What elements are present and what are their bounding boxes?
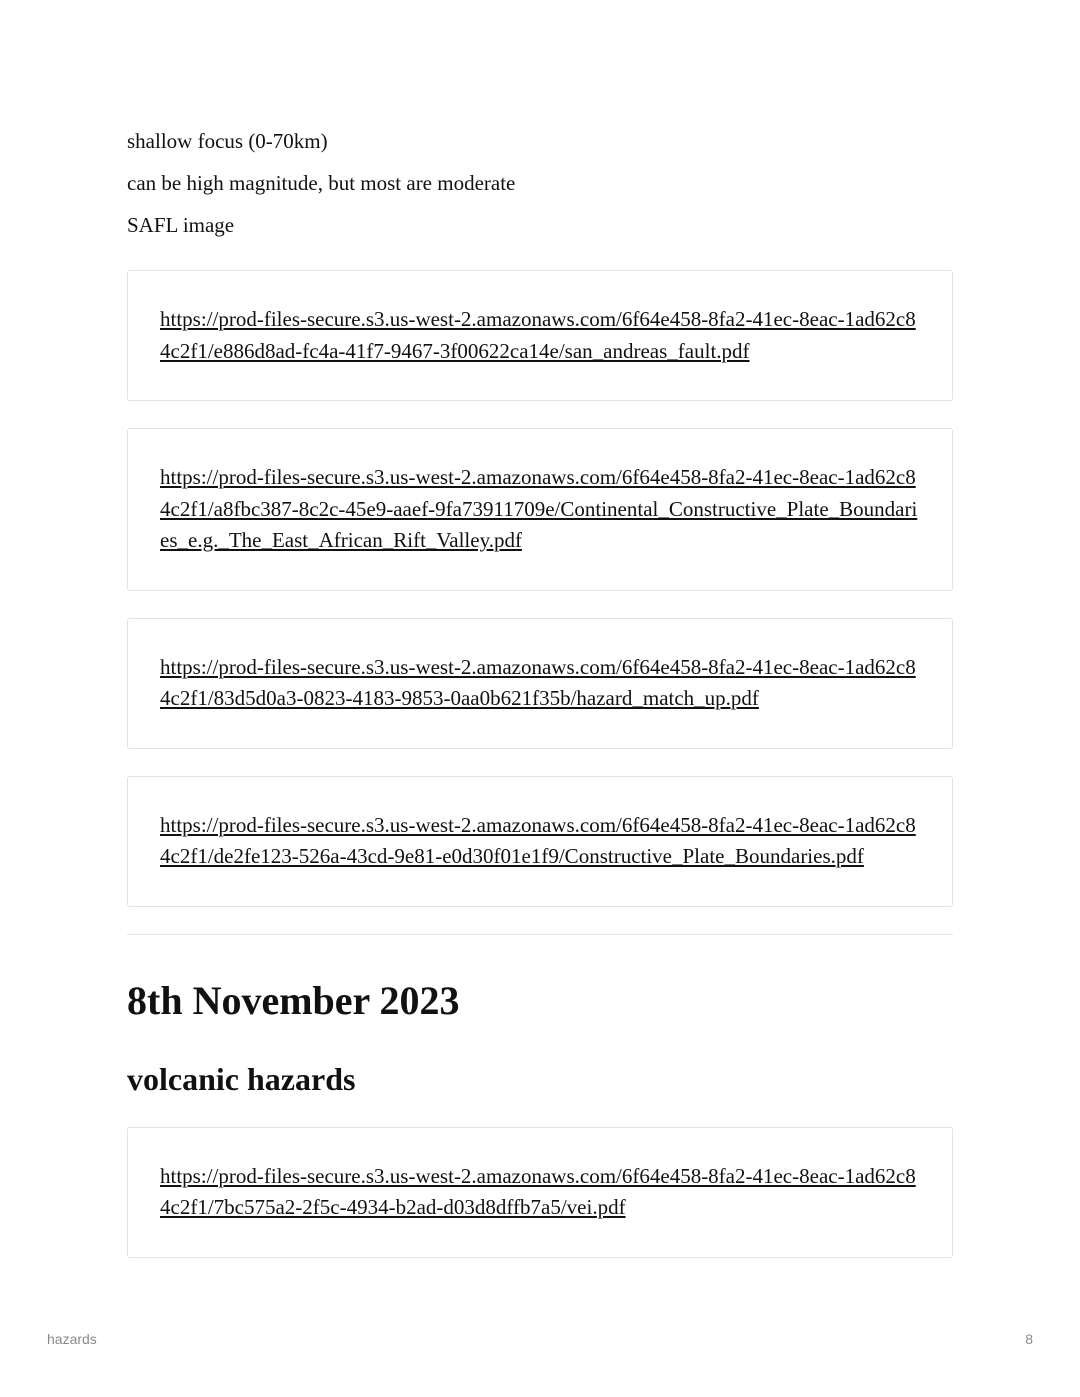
file-link-hazard-match-up[interactable]: https://prod-files-secure.s3.us-west-2.amazonaws.com/6f64e458-8fa2-41ec-8eac-1ad62c84c2f1/83d5d0a3-0823-4183-9853-0aa0b621f35b/hazard_match_up.pdf: [160, 654, 916, 710]
file-link-vei[interactable]: https://prod-files-secure.s3.us-west-2.amazonaws.com/6f64e458-8fa2-41ec-8eac-1ad62c84c2f1/7bc575a2-2f5c-4934-b2ad-d03d8dffb7a5/vei.pdf: [160, 1163, 916, 1219]
paragraph-safl-image: SAFL image: [127, 213, 235, 237]
file-embed-constructive-plate-boundaries: [127, 776, 953, 907]
file-embed-vei: [127, 1127, 953, 1258]
page-content: [127, 126, 953, 1258]
file-embed-continental-constructive: [127, 428, 953, 591]
file-link-constructive-plate-boundaries[interactable]: https://prod-files-secure.s3.us-west-2.amazonaws.com/6f64e458-8fa2-41ec-8eac-1ad62c84c2f1/de2fe123-526a-43cd-9e81-e0d30f01e1f9/Constructive_Plate_Boundaries.pdf: [160, 812, 916, 868]
divider: [127, 934, 953, 935]
file-embed-san-andreas: [127, 270, 953, 401]
paragraph-shallow-focus: shallow focus (0-70km): [127, 129, 328, 153]
page-number: 8: [1025, 1331, 1033, 1347]
file-link-continental-constructive[interactable]: https://prod-files-secure.s3.us-west-2.amazonaws.com/6f64e458-8fa2-41ec-8eac-1ad62c84c2f1/a8fbc387-8c2c-45e9-aaef-9fa73911709e/Continental_Constructive_Plate_Boundaries_e.g._The_East_African_Rift_Valley.pdf: [160, 465, 918, 552]
footer-title: hazards: [47, 1331, 97, 1347]
file-embed-hazard-match-up: [127, 618, 953, 749]
section-heading: 8th November 2023: [127, 977, 460, 1023]
paragraph-magnitude: can be high magnitude, but most are moderate: [127, 171, 516, 195]
file-link-san-andreas[interactable]: https://prod-files-secure.s3.us-west-2.amazonaws.com/6f64e458-8fa2-41ec-8eac-1ad62c84c2f1/e886d8ad-fc4a-41f7-9467-3f00622ca14e/san_andreas_fault.pdf: [160, 307, 916, 363]
section-subheading: volcanic hazards: [127, 1060, 356, 1097]
